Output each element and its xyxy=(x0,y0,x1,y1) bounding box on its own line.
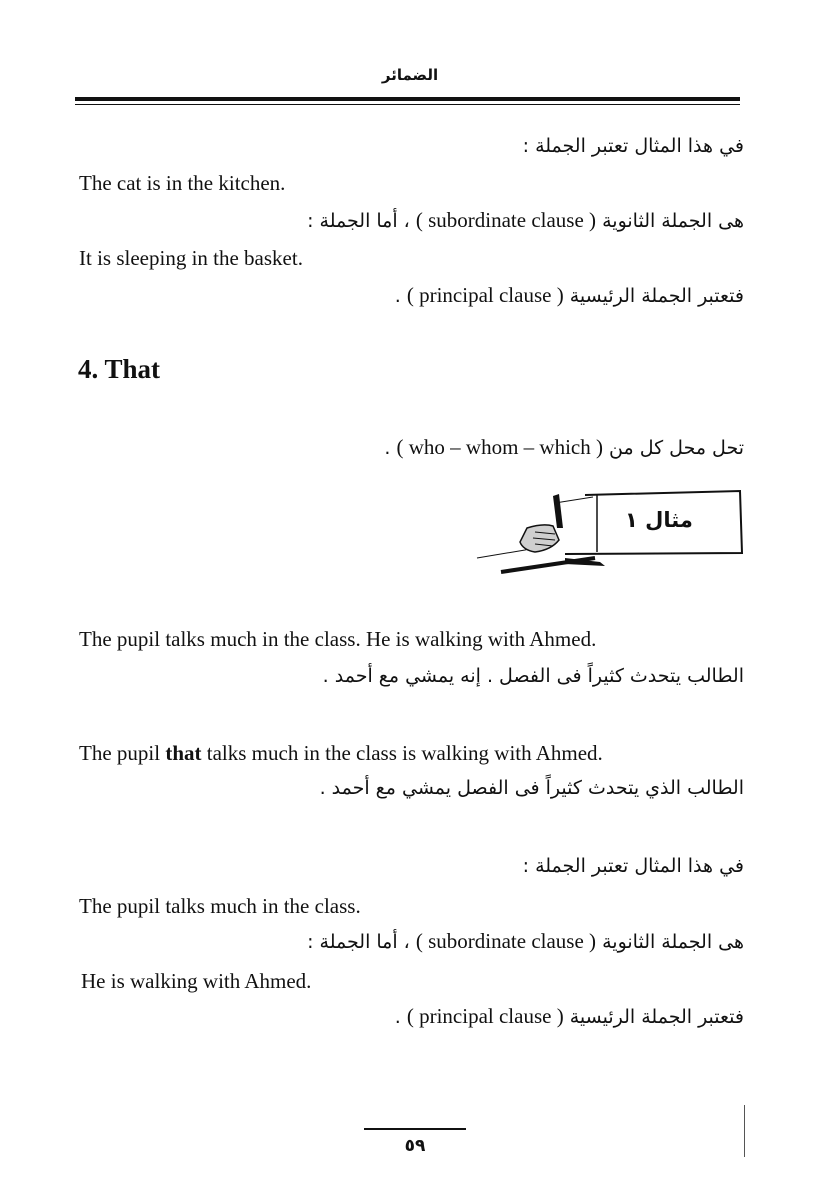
sub-suffix: ، أما الجملة : xyxy=(307,210,410,232)
pointing-hand-icon xyxy=(465,488,745,578)
prin-label: ( principal clause ) xyxy=(406,283,564,307)
prin2-label: ( principal clause ) xyxy=(406,1004,564,1028)
section1-sentence1: The cat is in the kitchen. xyxy=(79,171,286,195)
example-en2 xyxy=(79,741,603,766)
header-rule-thin xyxy=(75,104,740,105)
example-box xyxy=(465,488,745,578)
section-heading: 4. That xyxy=(78,354,161,384)
section1-intro: في هذا المثال تعتبر الجملة : xyxy=(522,135,744,157)
header-rule xyxy=(75,97,740,101)
example-label: مثال ١ xyxy=(625,508,693,532)
sub-label: ( subordinate clause ) xyxy=(415,208,597,232)
sub-prefix: هى الجملة الثانوية xyxy=(602,210,744,232)
example-en2-after: talks much in the class is walking with Ahmed. xyxy=(201,741,603,765)
page-number: ٥٩ xyxy=(404,1136,426,1156)
running-header: الضمائر xyxy=(381,66,439,84)
that-rule-label: ( who – whom – which ) xyxy=(396,435,603,459)
sub2-label: ( subordinate clause ) xyxy=(415,929,597,953)
footer-rule xyxy=(364,1128,466,1130)
example-en1: The pupil talks much in the class. He is walking with Ahmed. xyxy=(79,627,597,651)
section2-subordinate-line xyxy=(307,929,744,954)
example-ar1: الطالب يتحدث كثيراً فى الفصل . إنه يمشي مع أحمد . xyxy=(322,665,744,687)
margin-line xyxy=(744,1105,745,1157)
that-rule-prefix: تحل محل كل من xyxy=(609,437,744,459)
example-en2-bold: that xyxy=(165,741,202,765)
prin2-suffix: . xyxy=(394,1006,401,1028)
example-en2-before: The pupil xyxy=(79,741,166,765)
sub2-suffix: ، أما الجملة : xyxy=(307,931,410,953)
section1-sentence2: It is sleeping in the basket. xyxy=(79,246,303,270)
section2-sentence2: He is walking with Ahmed. xyxy=(81,969,312,993)
that-rule-line xyxy=(384,435,744,460)
that-rule-suffix: . xyxy=(384,437,391,459)
prin2-prefix: فتعتبر الجملة الرئيسية xyxy=(569,1006,744,1028)
section2-sentence1: The pupil talks much in the class. xyxy=(79,894,361,918)
section2-intro: في هذا المثال تعتبر الجملة : xyxy=(522,855,744,877)
section1-principal-line xyxy=(395,283,744,308)
prin-prefix: فتعتبر الجملة الرئيسية xyxy=(569,285,744,307)
example-ar2: الطالب الذي يتحدث كثيراً فى الفصل يمشي مع أحمد . xyxy=(319,777,744,799)
sub2-prefix: هى الجملة الثانوية xyxy=(602,931,744,953)
section1-subordinate-line xyxy=(307,208,744,233)
section2-principal-line xyxy=(395,1004,744,1029)
prin-suffix: . xyxy=(394,285,401,307)
